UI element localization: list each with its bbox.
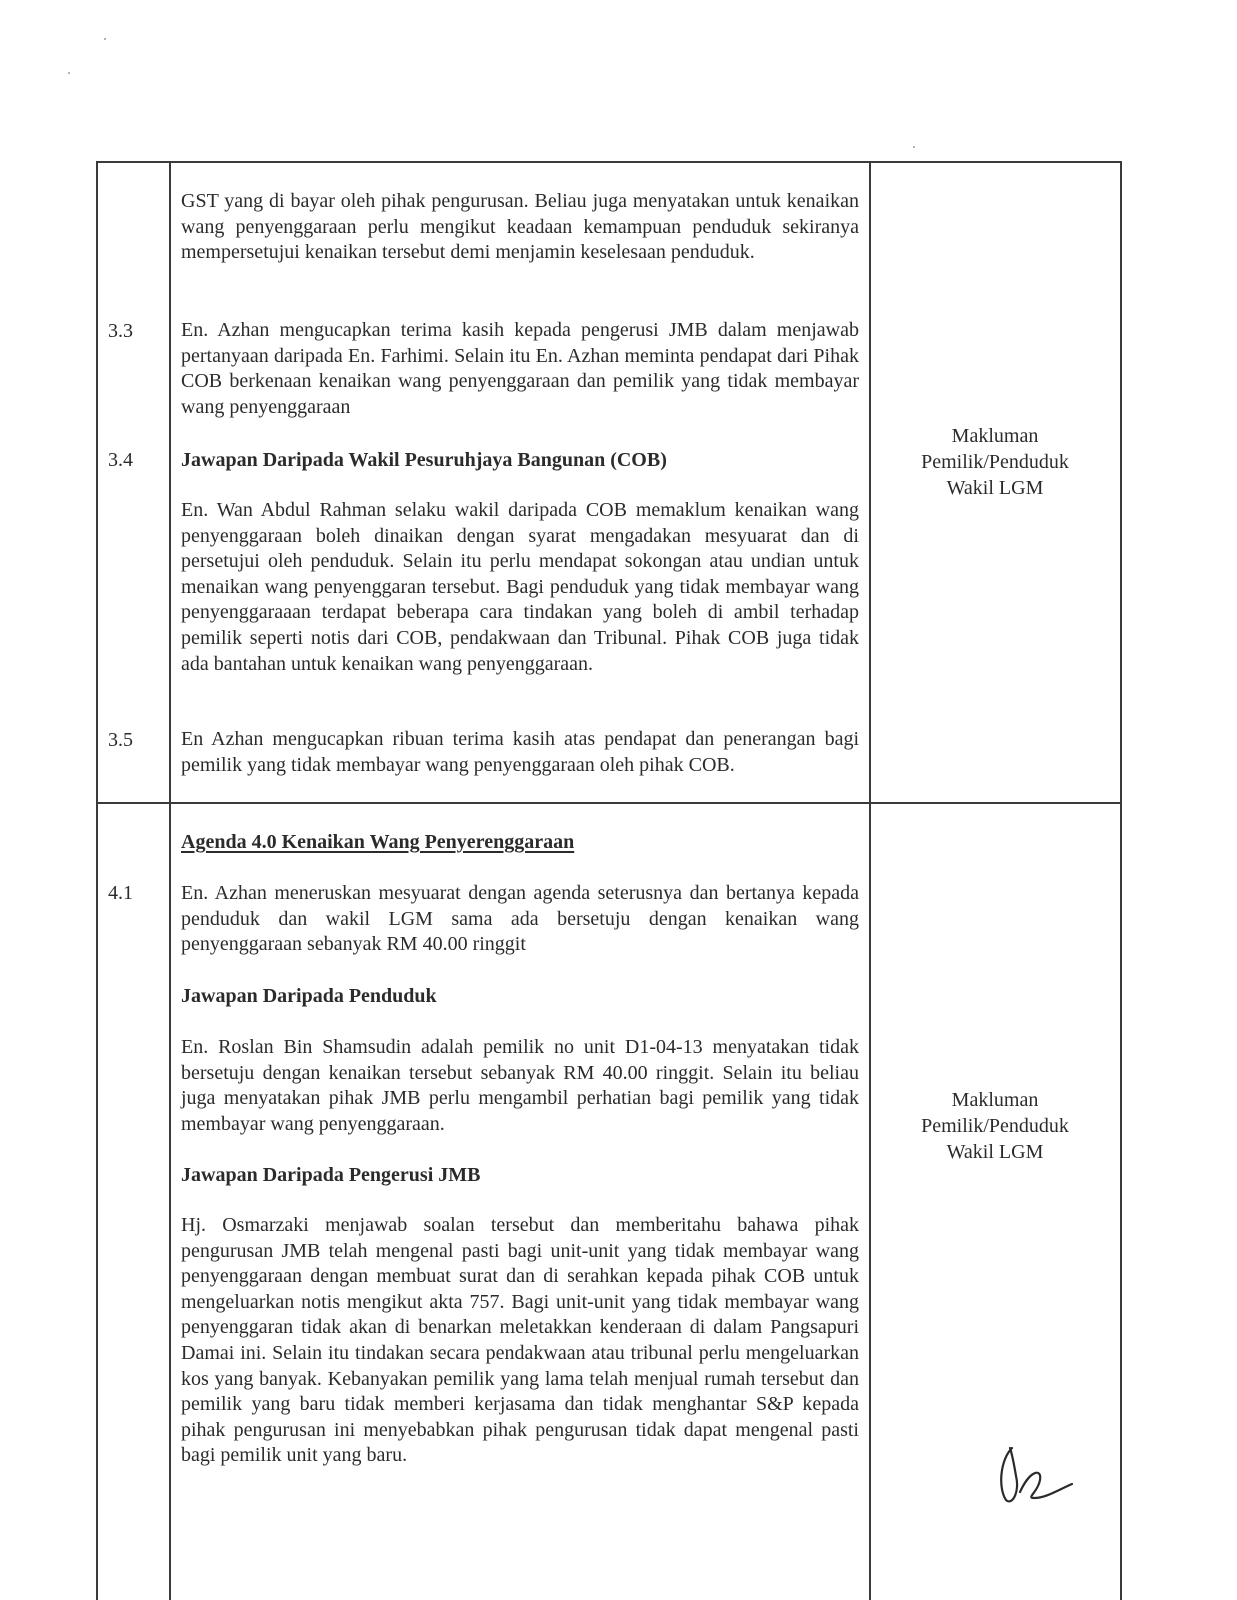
action-cell (875, 423, 1115, 501)
penduduk-response-text: En. Roslan Bin Shamsudin adalah pemilik no unit D1-04-13 menyatakan tidak bersetuju dengan kenaikan tersebut sebanyak RM 40.00 ringgit. Selain itu beliau juga menyatakan pihak JMB perlu mengambil perhatian bagi pemilik yang tidak membayar wang penyenggaraan. (181, 1036, 859, 1135)
item-text: En. Azhan mengucapkan terima kasih kepada pengerusi JMB dalam menjawab pertanyaan daripada En. Farhimi. Selain itu En. Azhan meminta pendapat dari Pihak COB berkenaan kenaikan wang penyenggaraan dan pemilik yang tidak membayar wang penyenggaraan (181, 319, 859, 418)
item-number: 3.5 (108, 729, 133, 751)
action-line: Wakil LGM (946, 1141, 1044, 1163)
column-divider-action (869, 161, 871, 1600)
table-left-border (96, 161, 98, 1600)
jmb-response-text: Hj. Osmarzaki menjawab soalan tersebut dan memberitahu bahawa pihak pengurusan JMB telah mengenal pasti bagi unit-unit yang tidak membayar wang penyenggaraan dengan membuat surat dan di serahkan kepada pihak COB untuk mengeluarkan notis mengikut akta 757. Bagi unit-unit yang tidak membayar wang penyenggaran tidak akan di benarkan meletakkan kenderaan di dalam Pangsapuri Damai ini. Selain itu tindakan secara pendakwaan atau tribunal perlu mengeluarkan kos yang banyak. Kebanyakan pemilik yang lama telah menjual rumah tersebut dan pemilik yang baru tidak memberi kerjasama dan tidak menghantar S&P kepada pihak pengurusan ini menyebabkan pihak pengurusan tidak dapat mengenal pasti bagi pemilik unit yang baru. (181, 1214, 859, 1467)
table-right-border (1120, 161, 1122, 1600)
cob-response-heading: Jawapan Daripada Wakil Pesuruhjaya Bangunan (COB) (181, 449, 667, 471)
item-number: 3.4 (108, 449, 133, 471)
cob-response-text: En. Wan Abdul Rahman selaku wakil daripada COB memaklum kenaikan wang penyenggaraan boleh dinaikan dengan syarat mengadakan mesyuarat dan di persetujui oleh penduduk. Selain itu perlu mendapat sokongan atau undian untuk menaikan wang penyenggaran tersebut. Bagi penduduk yang tidak membayar wang penyenggaraaan terdapat beberapa cara tindakan yang boleh di ambil terhadap pemilik seperti notis dari COB, pendakwaan dan Tribunal. Pihak COB juga tidak ada bantahan untuk kenaikan wang penyenggaraan. (181, 499, 859, 675)
row-divider (96, 802, 1122, 804)
penduduk-response-heading: Jawapan Daripada Penduduk (181, 985, 437, 1007)
column-divider-number (169, 161, 171, 1600)
item-number: 3.3 (108, 320, 133, 342)
intro-paragraph: GST yang di bayar oleh pihak pengurusan. Beliau juga menyatakan untuk kenaikan wang penyenggaraan perlu mengikut keadaan kemampuan penduduk sekiranya mempersetujui kenaikan tersebut demi menjamin keselesaan penduduk. (181, 190, 859, 264)
item-text: En. Azhan meneruskan mesyuarat dengan agenda seterusnya dan bertanya kepada penduduk dan wakil LGM sama ada bersetuju dengan kenaikan wang penyenggaraan sebanyak RM 40.00 ringgit (181, 882, 859, 956)
table-top-border (96, 161, 1122, 163)
scan-speck (104, 38, 106, 40)
action-line: Pemilik/Penduduk (921, 451, 1069, 473)
action-line: Makluman (951, 1089, 1039, 1111)
action-line: Pemilik/Penduduk (921, 1115, 1069, 1137)
action-cell (875, 1087, 1115, 1165)
item-text: En Azhan mengucapkan ribuan terima kasih atas pendapat dan penerangan bagi pemilik yang tidak membayar wang penyenggaraan oleh pihak COB. (181, 728, 859, 776)
action-line: Makluman (951, 425, 1039, 447)
scan-speck (913, 146, 915, 148)
jmb-response-heading: Jawapan Daripada Pengerusi JMB (181, 1164, 481, 1186)
agenda-title: Agenda 4.0 Kenaikan Wang Penyerenggaraan (181, 831, 575, 853)
item-number: 4.1 (108, 882, 133, 904)
scan-speck (68, 72, 70, 74)
handwritten-initials-icon (990, 1440, 1080, 1510)
action-line: Wakil LGM (946, 477, 1044, 499)
